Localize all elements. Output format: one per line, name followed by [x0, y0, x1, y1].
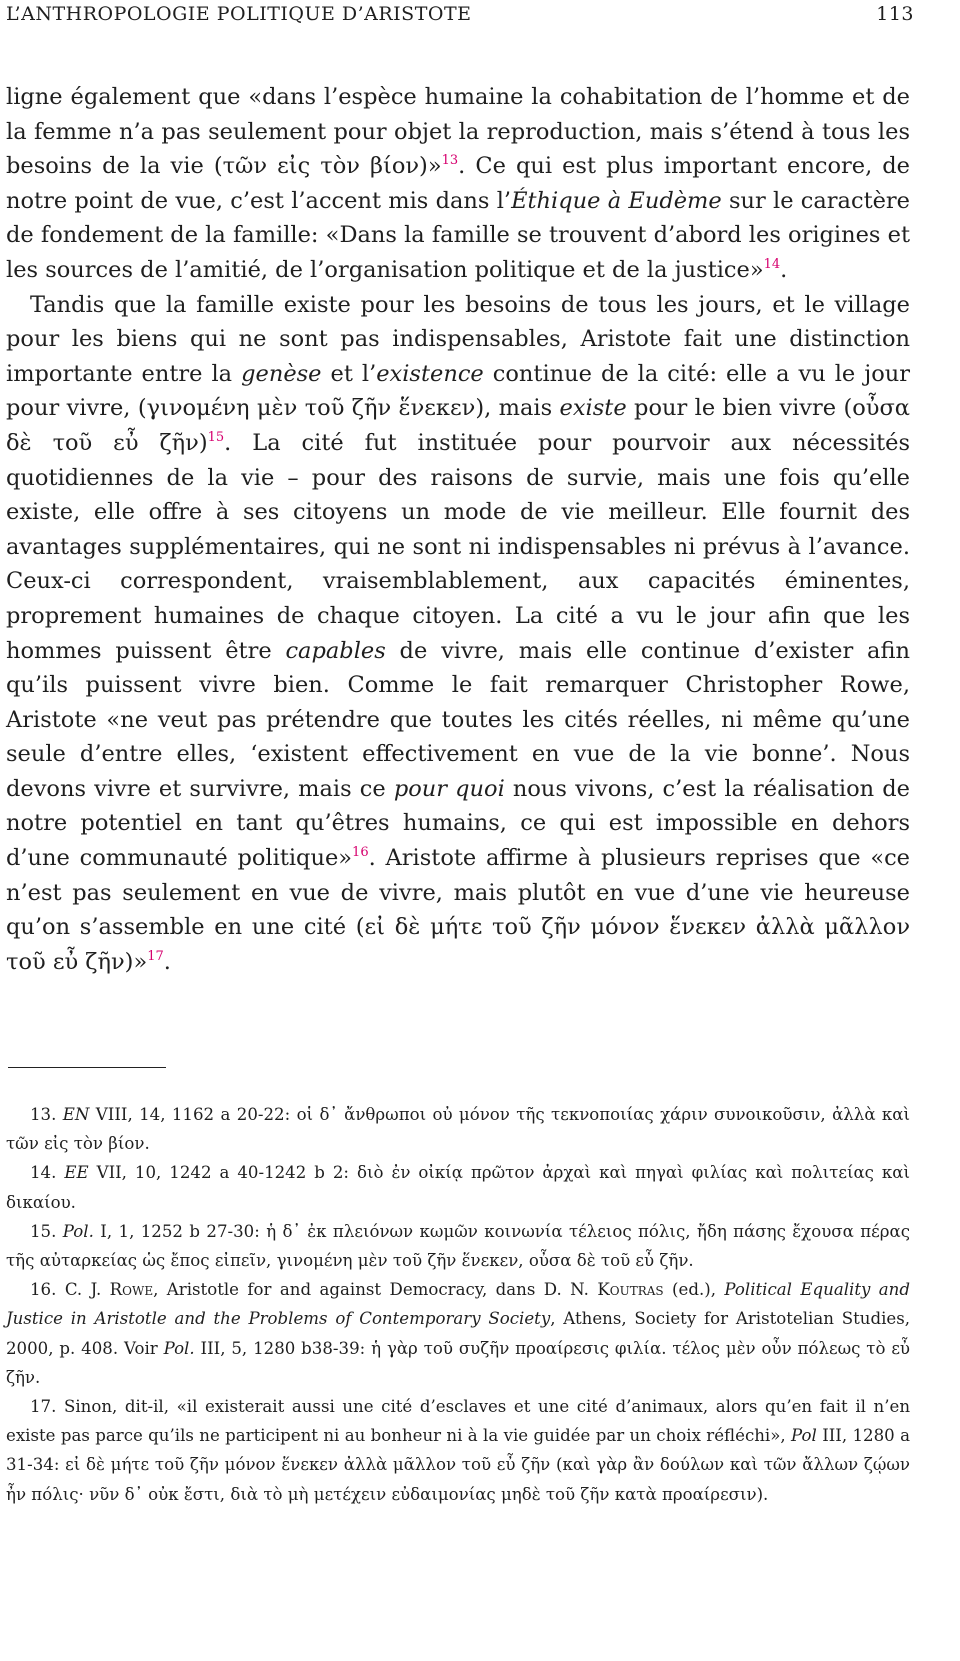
footnote-number: 17.	[30, 1397, 64, 1417]
text-run: , Aristotle for and against Democracy, dans D. N.	[153, 1280, 598, 1300]
footnote-13	[6, 1100, 910, 1158]
abbreviation: EN	[62, 1105, 90, 1124]
text-run: III, 1280 a 31-34: εἰ δὲ μήτε τοῦ ζῆν μόνον ἕνεκεν ἀλλὰ μᾶλλον τοῦ εὖ ζῆν (καὶ γὰρ ἂν δούλων καὶ τῶν ἄλλων ζῴων ἦν πόλις· νῦν δ᾽ οὐκ ἔστι, διὰ τὸ μὴ μετέχειν εὐδαιμονίας μηδὲ τοῦ ζῆν κατὰ προαίρεσιν).	[6, 1426, 910, 1504]
paragraph-2	[6, 288, 910, 980]
footnote-ref-17[interactable]: 17	[147, 948, 164, 964]
text-run: III, 5, 1280 b38-39: ἡ γὰρ τοῦ συζῆν προαίρεσις φιλία. τέλος μὲν οὖν πόλεως τὸ εὖ ζῆν.	[6, 1338, 911, 1387]
text-run: .	[780, 256, 788, 283]
author-name: Rowe	[109, 1280, 154, 1300]
footnote-number: 15.	[30, 1221, 63, 1241]
text-run: Sinon, dit-il, «il existerait aussi une cité d’esclaves et une cité d’animaux, alors qu’en fait il n’en existe pas parce qu’ils ne participent ni au bonheur ni à la vie guidée par un choix réfléchi»,	[6, 1397, 911, 1446]
text-run: . Ce qui est plus important encore, de notre point de vue, c’est l’accent mis dans l’	[6, 153, 910, 214]
paragraph-1	[6, 80, 910, 288]
author-name: Koutras	[597, 1280, 664, 1300]
footnotes	[6, 1100, 910, 1509]
text-run: I, 1, 1252 b 27-30: ἡ δ᾽ ἐκ πλειόνων κωμῶν κοινωνία τέλειος πόλις, ἤδη πάσης ἔχουσα πέρας τῆς αὐταρκείας ὡς ἔπος εἰπεῖν, γινομένη μὲν τοῦ ζῆν ἕνεκεν, οὖσα δὲ τοῦ εὖ ζῆν.	[6, 1221, 910, 1271]
text-run: VII, 10, 1242 a 40-1242 b 2: διὸ ἐν οἰκίᾳ πρῶτον ἀρχαὶ καὶ πηγαὶ φιλίας καὶ πολιτείας καὶ δικαίου.	[6, 1163, 911, 1212]
page-number: 113	[876, 3, 914, 25]
page-header	[6, 0, 914, 30]
emphasis: capables	[285, 637, 386, 664]
text-run: et l’	[321, 360, 377, 387]
footnote-17	[6, 1392, 910, 1509]
footnote-ref-16[interactable]: 16	[352, 845, 369, 861]
book-title: Political Equality and Justice in Aristotle and the Problems of Contemporary Society	[6, 1280, 910, 1329]
text-run: C. J.	[64, 1280, 110, 1300]
text-run: pour le bien vivre (οὖσα δὲ τοῦ εὖ ζῆν)	[6, 395, 910, 456]
text-run: (ed.),	[663, 1280, 725, 1300]
emphasis: genèse	[241, 360, 322, 387]
text-run: nous vivons, c’est la réalisation de notre potentiel en tant qu’êtres humains, ce qui est impossible en dehors d’une communauté politique»	[6, 775, 910, 872]
abbreviation: Pol	[791, 1426, 817, 1446]
text-run: . La cité fut instituée pour pourvoir aux nécessités quotidiennes de la vie – pour des raisons de survie, mais une fois qu’elle existe, elle offre à ses citoyens un mode de vie meilleur. Elle fournit des avantages supplémentaires, qui ne sont ni indispensables ni prévus à l’avance. Ceux-ci correspondent, vraisemblablement, aux capacités éminentes, proprement humaines de chaque citoyen. La cité a vu le jour afin que les hommes puissent être	[6, 429, 910, 664]
text-run: de vivre, mais elle continue d’exister afin qu’ils puissent vivre bien. Comme le fait remarquer Christopher Rowe, Aristote «ne veut pas prétendre que toutes les cités réelles, ni même qu’une seule d’entre elles, ‘existent effectivement en vue de la vie bonne’. Nous devons vivre et survivre, mais ce	[6, 637, 910, 802]
footnote-14	[6, 1158, 910, 1216]
text-run: continue de la cité: elle a vu le jour pour vivre, (γινομένη μὲν τοῦ ζῆν ἕνεκεν), mais	[6, 360, 911, 422]
abbreviation: EE	[64, 1163, 89, 1183]
footnote-number: 13.	[30, 1105, 63, 1124]
footnote-separator	[8, 1067, 166, 1068]
running-title: L’ANTHROPOLOGIE POLITIQUE D’ARISTOTE	[6, 3, 472, 25]
footnote-15	[6, 1217, 910, 1275]
abbreviation: Pol.	[62, 1221, 94, 1241]
emphasis: existence	[376, 360, 484, 387]
text-run: ligne également que «dans l’espèce humaine la cohabitation de l’homme et de la femme n’a pas seulement pour objet la reproduction, mais s’étend à tous les besoins de la vie (τῶν εἰς τὸν βίον)»	[6, 84, 910, 180]
text-run: .	[163, 948, 171, 975]
text-run: . Aristote affirme à plusieurs reprises que «ce n’est pas seulement en vue de vivre, mais plutôt en vue d’une vie heureuse qu’on s’assemble en une cité (εἰ δὲ μήτε τοῦ ζῆν μόνον ἕνεκεν ἀλλὰ μᾶλλον τοῦ εὖ ζῆν)»	[6, 845, 910, 975]
emphasis: existe	[559, 395, 627, 422]
footnote-16	[6, 1275, 910, 1392]
abbreviation: Pol.	[163, 1338, 195, 1358]
text-run: VIII, 14, 1162 a 20-22: οἱ δ᾽ ἄνθρωποι οὐ μόνον τῆς τεκνοποιίας χάριν συνοικοῦσιν, ἀλλὰ καὶ τῶν εἰς τὸν βίον.	[6, 1105, 910, 1154]
main-text	[6, 80, 910, 979]
text-run: sur le caractère de fondement de la famille: «Dans la famille se trouvent d’abord les origines et les sources de l’amitié, de l’organisation politique et de la justice»	[6, 187, 910, 283]
book-title: Éthique à Eudème	[511, 187, 722, 214]
text-run: Tandis que la famille existe pour les besoins de tous les jours, et le village pour les biens qui ne sont pas indispensables, Aristote fait une distinction importante entre la	[6, 291, 910, 387]
footnote-ref-13[interactable]: 13	[441, 153, 459, 169]
text-run: , Athens, Society for Aristotelian Studies, 2000, p. 408. Voir	[6, 1309, 910, 1358]
footnote-number: 14.	[30, 1163, 65, 1183]
footnote-ref-14[interactable]: 14	[763, 256, 781, 272]
emphasis: pour quoi	[393, 775, 505, 802]
footnote-ref-15[interactable]: 15	[207, 429, 225, 445]
footnote-number: 16.	[30, 1280, 65, 1300]
